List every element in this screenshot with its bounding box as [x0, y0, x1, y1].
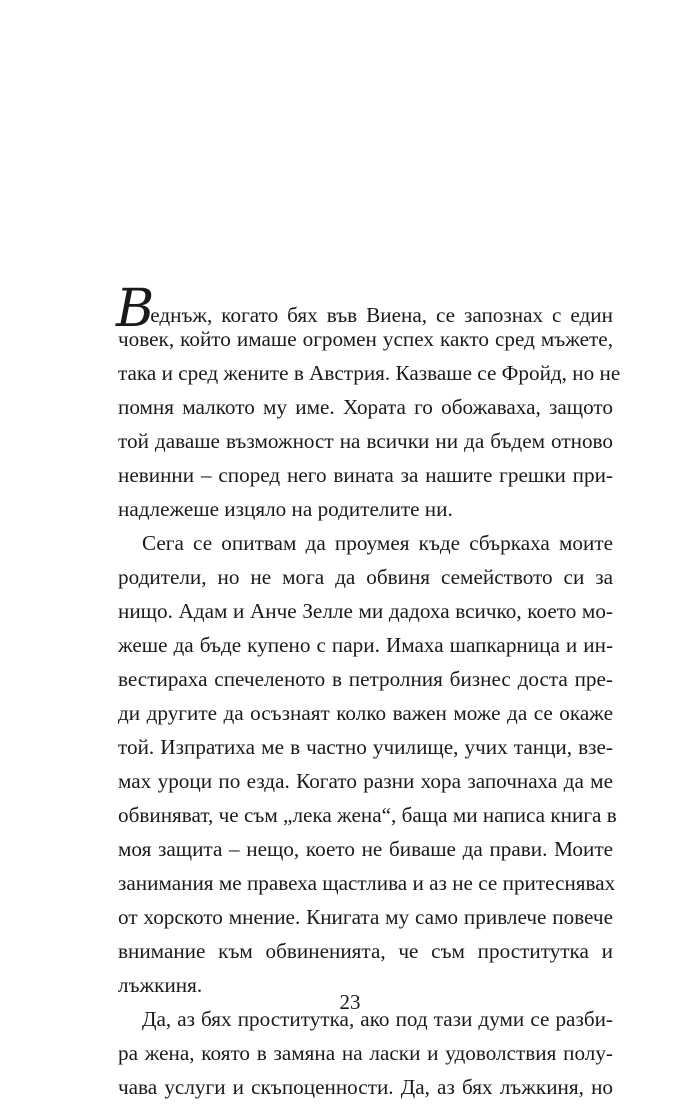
drop-cap: В: [116, 279, 155, 339]
text-line: ди другите да осъзнаят колко важен може да се окаже: [118, 701, 613, 725]
text-line: чава услуги и скъпоценности. Да, аз бях лъжкиня, но: [118, 1075, 613, 1099]
text-line: помня малкото му име. Хората го обожаваха, защото: [118, 395, 613, 419]
text-line: родители, но не мога да обвиня семейството си за: [118, 565, 613, 589]
text-line: обвиняват, че съм „лека жена“, баща ми написа книга в: [118, 803, 617, 827]
text-line: човек, който имаше огромен успех както сред мъжете,: [118, 327, 613, 351]
text-line: мах уроци по езда. Когато разни хора започнаха да ме: [118, 769, 613, 793]
text-line: вестираха спечеленото в петролния бизнес доста пре-: [118, 667, 613, 691]
text-line: Сега се опитвам да проумея къде сбъркаха моите: [142, 531, 613, 555]
text-line: така и сред жените в Австрия. Казваше се Фройд, но не: [118, 361, 621, 385]
body-text: [116, 279, 621, 1104]
text-line: надлежеше изцяло на родителите ни.: [118, 497, 453, 521]
text-line: нищо. Адам и Анче Зелле ми дадоха всичко, което мо-: [118, 599, 613, 623]
text-line: Да, аз бях проститутка, ако под тази думи се разби-: [142, 1007, 613, 1031]
text-line: внимание към обвиненията, че съм проститутка и: [118, 939, 613, 963]
text-line: той даваше възможност на всички ни да бъдем отново: [118, 429, 613, 453]
text-line: той. Изпратиха ме в частно училище, учих танци, взе-: [118, 735, 613, 759]
text-line: от хорското мнение. Книгата му само привлече повече: [118, 905, 613, 929]
text-line: ра жена, която в замяна на ласки и удоволствия полу-: [118, 1041, 613, 1065]
text-line: жеше да бъде купено с пари. Имаха шапкарница и ин-: [118, 633, 613, 657]
text-line: невинни – според него вината за нашите грешки при-: [118, 463, 613, 487]
text-line: занимания ме правеха щастлива и аз не се притеснявах: [118, 871, 616, 895]
text-line: лъжкиня.: [118, 973, 203, 997]
text-line-content: еднъж, когато бях във Виена, се запознах с един: [150, 303, 613, 327]
text-line: моя защита – нещо, което не биваше да прави. Моите: [118, 837, 613, 861]
page-number: 23: [339, 990, 361, 1014]
